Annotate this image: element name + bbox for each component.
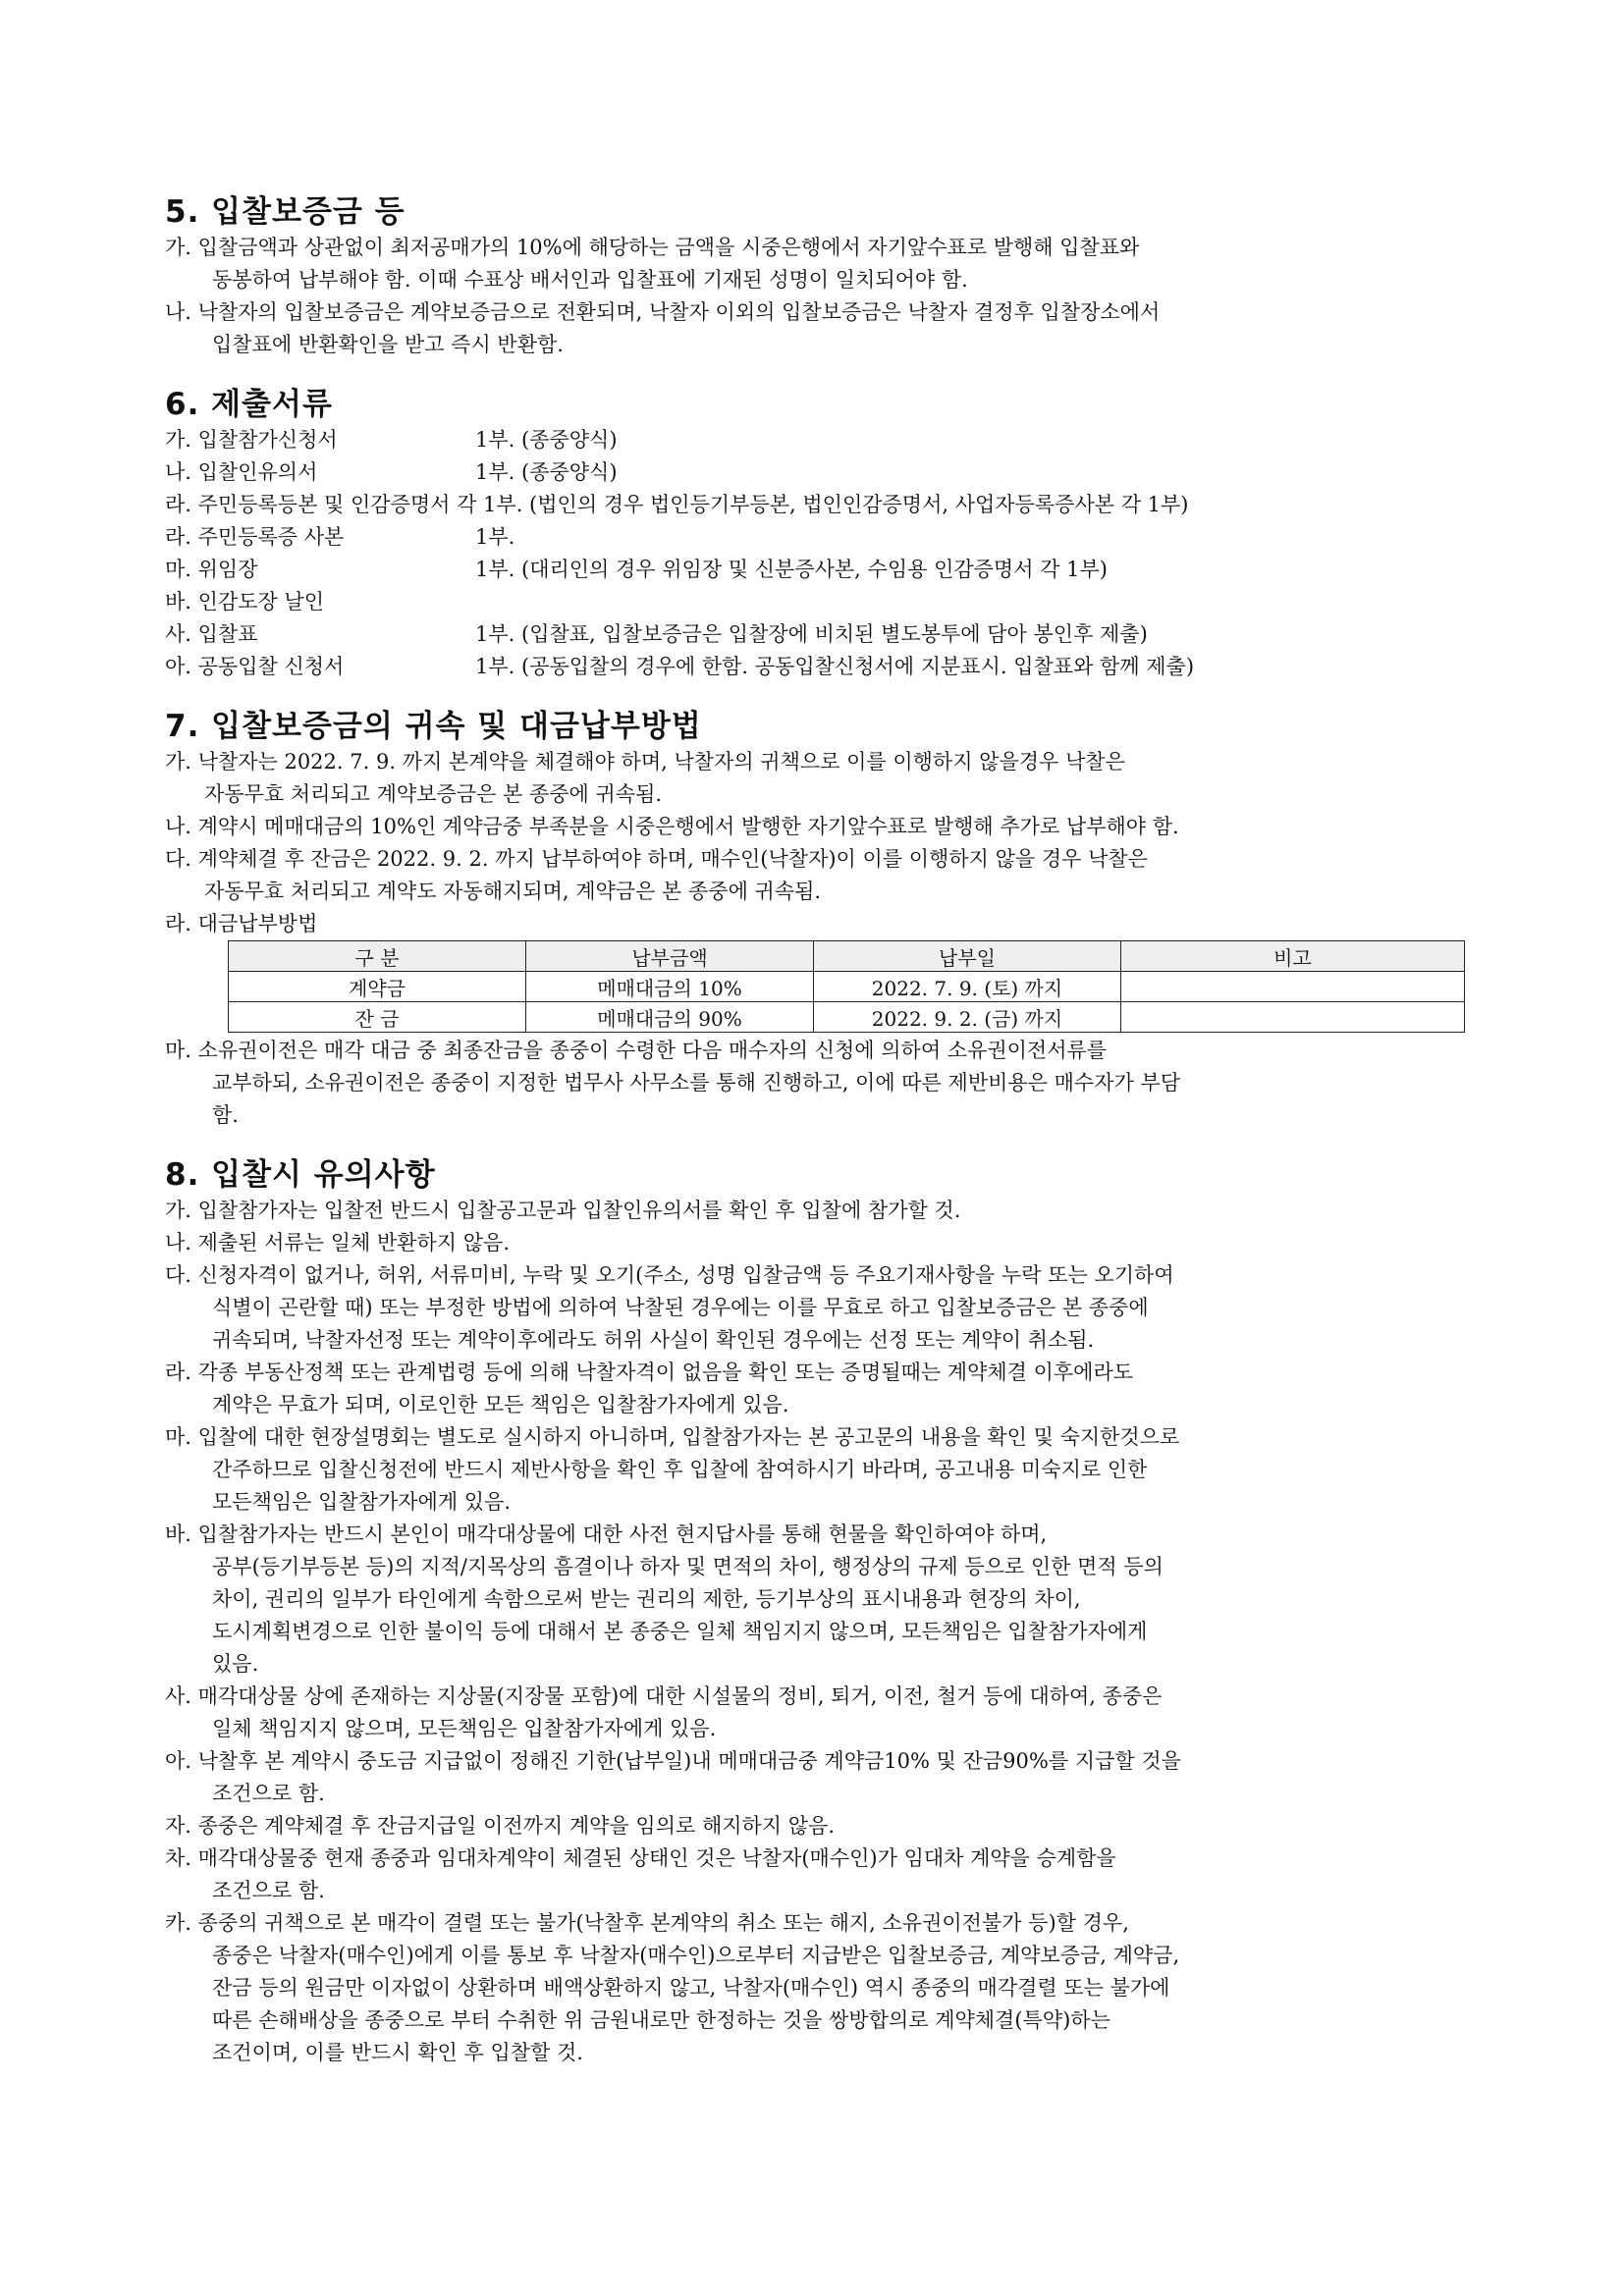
paragraph-line: 일체 책임지지 않으며, 모든책임은 입찰참가자에게 있음.	[212, 1717, 717, 1740]
table-header-row	[229, 941, 1465, 972]
paragraph-line: 도시계획변경으로 인한 불이익 등에 대해서 본 종중은 일체 책임지지 않으며, 모든책임은 입찰참가자에게	[212, 1620, 1148, 1643]
document-item	[165, 651, 1496, 683]
section-title: 5. 입찰보증금 등	[165, 194, 406, 230]
paragraph-line: 계약은 무효가 되며, 이로인한 모든 책임은 입찰참가자에게 있음.	[212, 1393, 789, 1416]
document-name: 바. 인감도장 날인	[165, 590, 325, 614]
document-name: 마. 위임장	[165, 558, 258, 581]
paragraph-line: 나. 제출된 서류는 일체 반환하지 않음.	[165, 1231, 511, 1255]
document-desc: 1부. (입찰표, 입찰보증금은 입찰장에 비치된 별도봉투에 담아 봉인후 제출)	[475, 622, 1148, 646]
column-header: 비고	[1121, 941, 1465, 972]
section-title: 8. 입찰시 유의사항	[165, 1157, 436, 1193]
paragraph-line: 식별이 곤란할 때) 또는 부정한 방법에 의하여 낙찰된 경우에는 이를 무효로 하고 입찰보증금은 본 종중에	[212, 1296, 1149, 1319]
paragraph-line: 따른 손해배상을 종중으로 부터 수취한 위 금원내로만 한정하는 것을 쌍방합의로 계약체결(특약)하는	[212, 2008, 1110, 2032]
document-name: 사. 입찰표	[165, 622, 258, 646]
column-header: 납부금액	[526, 941, 814, 972]
table-row	[229, 972, 1465, 1002]
document-name: 라. 주민등록증 사본	[165, 525, 345, 549]
paragraph-line: 종중은 낙찰자(매수인)에게 이를 통보 후 낙찰자(매수인)으로부터 지급받은 입찰보증금, 계약보증금, 계약금,	[212, 1944, 1180, 1967]
document-name: 라. 주민등록등본 및 인감증명서 각 1부. (법인의 경우 법인등기부등본, 법인인감증명서, 사업자등록증사본 각 1부)	[165, 493, 1189, 516]
paragraph-line: 차이, 권리의 일부가 타인에게 속함으로써 받는 권리의 제한, 등기부상의 표시내용과 현장의 차이,	[212, 1587, 1081, 1611]
paragraph-line: 마. 입찰에 대한 현장설명회는 별도로 실시하지 아니하며, 입찰참가자는 본 공고문의 내용을 확인 및 숙지한것으로	[165, 1425, 1180, 1449]
paragraph-line: 함.	[212, 1103, 239, 1127]
document-desc: 1부. (종중양식)	[475, 460, 618, 484]
document-name: 아. 공동입찰 신청서	[165, 655, 345, 678]
payment-table	[228, 940, 1465, 1033]
paragraph-line: 바. 입찰참가자는 반드시 본인이 매각대상물에 대한 사전 현지답사를 통해 현물을 확인하여야 하며,	[165, 1522, 1048, 1546]
table-cell: 계약금	[229, 972, 526, 1002]
table-cell	[1121, 1002, 1465, 1033]
paragraph-line: 간주하므로 입찰신청전에 반드시 제반사항을 확인 후 입찰에 참여하시기 바라며, 공고내용 미숙지로 인한	[212, 1458, 1148, 1481]
document-item	[165, 456, 1496, 489]
paragraph-line: 사. 매각대상물 상에 존재하는 지상물(지장물 포함)에 대한 시설물의 정비, 퇴거, 이전, 철거 등에 대하여, 종중은	[165, 1684, 1163, 1708]
paragraph-line: 있음.	[212, 1652, 259, 1676]
document-item	[165, 586, 1496, 618]
document-item	[165, 489, 1496, 521]
document-item	[165, 554, 1496, 586]
section-7	[165, 707, 1496, 1132]
paragraph-line: 가. 입찰참가자는 입찰전 반드시 입찰공고문과 입찰인유의서를 확인 후 입찰에 참가할 것.	[165, 1199, 961, 1222]
table-cell: 2022. 9. 2. (금) 까지	[814, 1002, 1121, 1033]
document-desc: 1부. (대리인의 경우 위임장 및 신분증사본, 수임용 인감증명서 각 1부)	[475, 558, 1108, 581]
paragraph-line: 아. 낙찰후 본 계약시 중도금 지급없이 정해진 기한(납부일)내 메매대금중 계약금10% 및 잔금90%를 지급할 것을	[165, 1749, 1181, 1773]
paragraph-line: 다. 신청자격이 없거나, 허위, 서류미비, 누락 및 오기(주소, 성명 입찰금액 등 주요기재사항을 누락 또는 오기하여	[165, 1263, 1174, 1287]
paragraph-line: 라. 각종 부동산정책 또는 관계법령 등에 의해 낙찰자격이 없음을 확인 또는 증명될때는 계약체결 이후에라도	[165, 1361, 1134, 1384]
table-cell: 메매대금의 10%	[526, 972, 814, 1002]
paragraph-line: 나. 계약시 메매대금의 10%인 계약금중 부족분을 시중은행에서 발행한 자기앞수표로 발행해 추가로 납부해야 함.	[165, 815, 1179, 838]
paragraph-line: 조건이며, 이를 반드시 확인 후 입찰할 것.	[212, 2041, 583, 2064]
paragraph-line: 귀속되며, 낙찰자선정 또는 계약이후에라도 허위 사실이 확인된 경우에는 선정 또는 계약이 취소됨.	[212, 1328, 1095, 1352]
paragraph-line: 차. 매각대상물중 현재 종중과 임대차계약이 체결된 상태인 것은 낙찰자(매수인)가 임대차 계약을 승계함을	[165, 1846, 1116, 1870]
section-5	[165, 192, 1496, 361]
table-row	[229, 1002, 1465, 1033]
document-name: 가. 입찰참가신청서	[165, 428, 338, 452]
column-header: 구 분	[229, 941, 526, 972]
paragraph-line: 나. 낙찰자의 입찰보증금은 계약보증금으로 전환되며, 낙찰자 이외의 입찰보증금은 낙찰자 결정후 입찰장소에서	[165, 300, 1161, 324]
table-cell: 메매대금의 90%	[526, 1002, 814, 1033]
paragraph-line: 자동무효 처리되고 계약도 자동해지되며, 계약금은 본 종중에 귀속됨.	[204, 880, 822, 903]
table-cell: 2022. 7. 9. (토) 까지	[814, 972, 1121, 1002]
table-cell	[1121, 972, 1465, 1002]
document-name: 나. 입찰인유의서	[165, 460, 318, 484]
paragraph-line: 가. 입찰금액과 상관없이 최저공매가의 10%에 해당하는 금액을 시중은행에서 자기앞수표로 발행해 입찰표와	[165, 236, 1140, 259]
paragraph-line: 동봉하여 납부해야 함. 이때 수표상 배서인과 입찰표에 기재된 성명이 일치되어야 함.	[212, 268, 968, 292]
section-6	[165, 385, 1496, 683]
paragraph-line: 모든책임은 입찰참가자에게 있음.	[212, 1490, 512, 1514]
paragraph-line: 카. 종중의 귀책으로 본 매각이 결렬 또는 불가(낙찰후 본계약의 취소 또는 해지, 소유권이전불가 등)할 경우,	[165, 1911, 1129, 1935]
paragraph-line: 다. 계약체결 후 잔금은 2022. 9. 2. 까지 납부하여야 하며, 매수인(낙찰자)이 이를 이행하지 않을 경우 낙찰은	[165, 847, 1148, 871]
paragraph-line: 잔금 등의 원금만 이자없이 상환하며 배액상환하지 않고, 낙찰자(매수인) 역시 종중의 매각결렬 또는 불가에	[212, 1976, 1170, 2000]
paragraph-line: 자. 종중은 계약체결 후 잔금지급일 이전까지 계약을 임의로 해지하지 않음.	[165, 1814, 836, 1838]
paragraph-line: 공부(등기부등본 등)의 지적/지목상의 흠결이나 하자 및 면적의 차이, 행정상의 규제 등으로 인한 면적 등의	[212, 1555, 1164, 1578]
document-desc: 1부.	[475, 525, 515, 549]
section-title: 7. 입찰보증금의 귀속 및 대금납부방법	[165, 709, 702, 744]
paragraph-line: 마. 소유권이전은 매각 대금 중 최종잔금을 종중이 수령한 다음 매수자의 신청에 의하여 소유권이전서류를	[165, 1039, 1108, 1062]
paragraph-line: 가. 낙찰자는 2022. 7. 9. 까지 본계약을 체결해야 하며, 낙찰자의 귀책으로 이를 이행하지 않을경우 낙찰은	[165, 750, 1125, 774]
document-item	[165, 424, 1496, 456]
table-cell: 잔 금	[229, 1002, 526, 1033]
paragraph-line: 조건으로 함.	[212, 1879, 325, 1902]
paragraph-line: 조건으로 함.	[212, 1782, 325, 1805]
paragraph-line: 입찰표에 반환확인을 받고 즉시 반환함.	[212, 333, 564, 356]
document-item	[165, 618, 1496, 651]
paragraph-line: 라. 대금납부방법	[165, 912, 318, 935]
section-8	[165, 1155, 1496, 2069]
paragraph-line: 교부하되, 소유권이전은 종중이 지정한 법무사 사무소를 통해 진행하고, 이에 따른 제반비용은 매수자가 부담	[212, 1071, 1181, 1095]
document-desc: 1부. (공동입찰의 경우에 한함. 공동입찰신청서에 지분표시. 입찰표와 함께 제출)	[475, 655, 1195, 678]
column-header: 납부일	[814, 941, 1121, 972]
document-desc: 1부. (종중양식)	[475, 428, 618, 452]
paragraph-line: 자동무효 처리되고 계약보증금은 본 종중에 귀속됨.	[204, 782, 663, 806]
document-item	[165, 521, 1496, 554]
section-title: 6. 제출서류	[165, 387, 333, 422]
